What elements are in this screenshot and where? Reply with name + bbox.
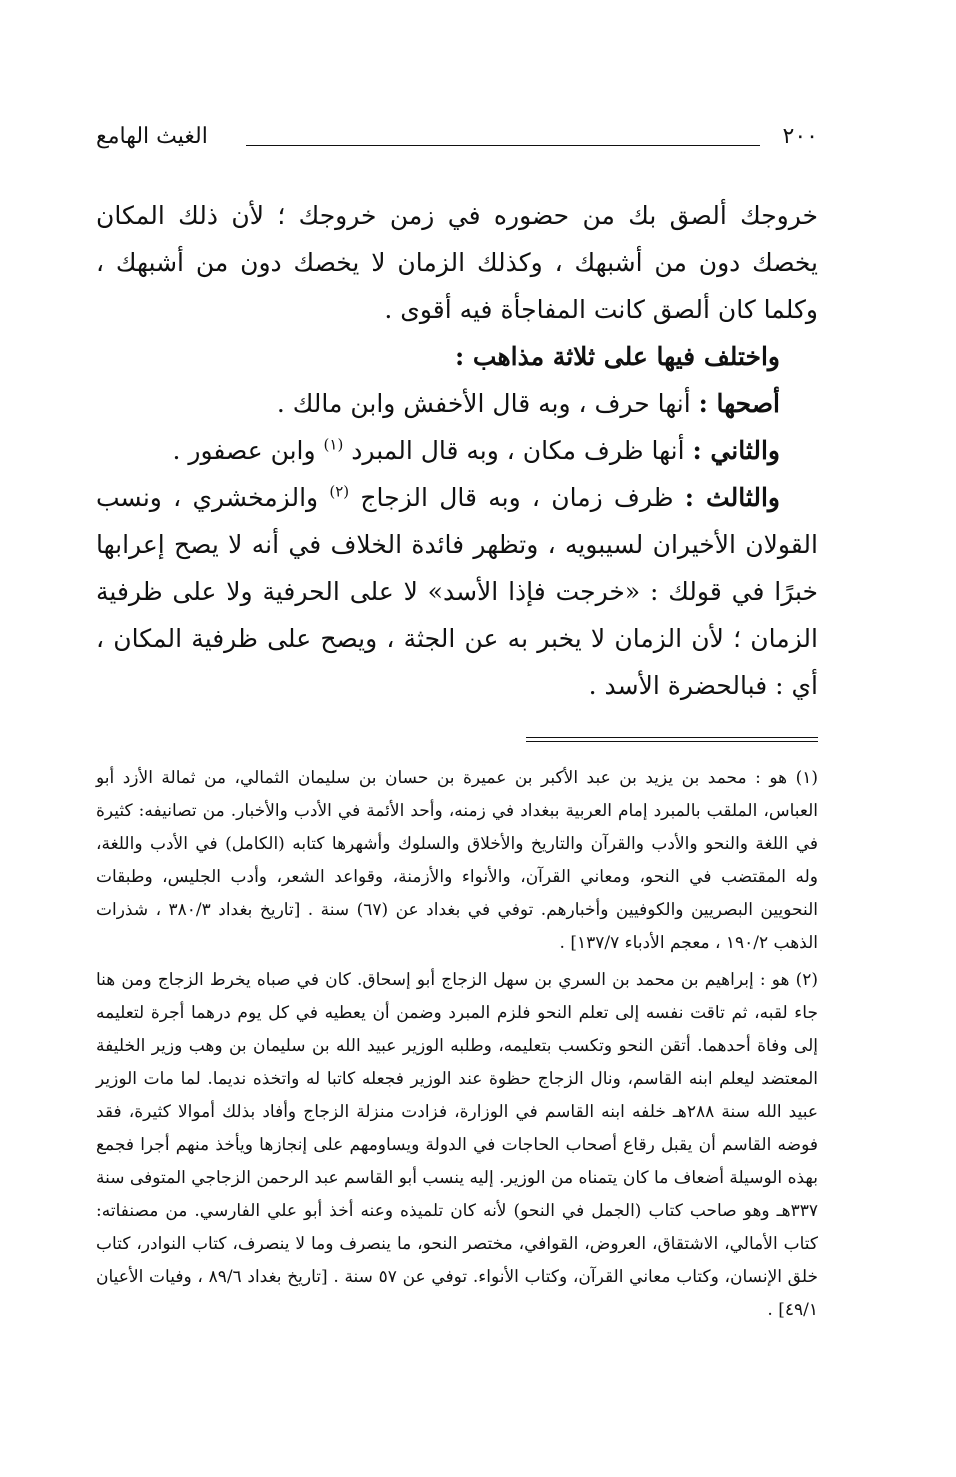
book-page [96,118,818,1331]
first-opinion-text: أنها حرف ، وبه قال الأخفش وابن مالك . [276,389,691,418]
page-header [96,118,818,158]
first-opinion-label: أصحها : [698,389,780,418]
paragraph-second-opinion [96,427,818,474]
footnote-2: (٢) هو : إبراهيم بن محمد بن السري بن سهل الزجاج أبو إسحاق. كان في صباه يخرط الزجاج ومن هنا جاء لقبه، ثم تاقت نفسه إلى تعلم النحو فلزم المبرد وضمن أن يعطيه في كل يوم درهما أجرة لتعليمه إلى وفاة أحدهما. أتقن النحو وتكسب بتعليمه، وطلبه الوزير عبيد الله بن سليمان بن وهب وزير الخليفة المعتضد ليعلم ابنه القاسم، ونال الزجاج حظوة عند الوزير فجعله كاتبا له واتخذه نديما. لما مات الوزير عبيد الله سنة ٢٨٨هـ خلفه ابنه القاسم في الوزارة، فزادت منزلة الزجاج وأفاد بذلك أموالا كثيرة، فقد فوضه القاسم أن يقبل رقاع أصحاب الحاجات في الدولة ويساومهم على إنجازها ويأخذ منهم أجرا فجمع بهذه الوسيلة أضعاف ما كان يتمناه من الوزير. إليه ينسب أبو القاسم عبد الرحمن الزجاجي المتوفى سنة ٣٣٧هـ وهو صاحب كتاب (الجمل في النحو) لأنه كان تلميذه وعنه أخذ أبو علي الفارسي. من مصنفاته: كتاب الأمالي، الاشتقاق، العروض، القوافي، مختصر النحو، ما ينصرف وما لا ينصرف، كتاب النوادر، كتاب خلق الإنسان، وكتاب معاني القرآن، وكتاب الأنواء. توفي عن ٥٧ سنة . [تاريخ بغداد ٨٩/٦ ، وفيات الأعيان ٤٩/١] . [96,970,819,1320]
running-title: الغيث الهامع [96,124,208,149]
second-opinion-label: والثاني : [692,436,780,465]
second-opinion-text-a: أنها ظرف مكان ، وبه قال المبرد [351,436,685,465]
paragraph-opinions-heading: واختلف فيها على ثلاثة مذاهب : [454,342,780,371]
paragraph-first-opinion [96,380,818,427]
main-text [96,192,818,709]
footnote-separator [526,737,818,742]
footnote-separator-inner [526,741,818,742]
paragraph-intro: خروجك ألصق بك من حضوره في زمن خروجك ؛ لأن ذلك المكان يخصك دون من أشبهك ، وكذلك الزمان لا يخصك دون من أشبهك ، وكلما كان ألصق كانت المفاجأة فيه أقوى . [96,201,818,324]
footnotes [96,762,818,1327]
footnote-ref-1: (١) [323,435,344,454]
header-rule [246,145,760,146]
footnote-1: (١) هو : محمد بن يزيد بن عبد الأكبر بن عميرة بن حسان بن سليمان الثمالي، من ثمالة الأزد أبو العباس، الملقب بالمبرد إمام العربية ببغداد في زمنه، وأحد الأئمة في الأدب والأخبار. من تصانيفه: كثيرة في اللغة والنحو والأدب والقرآن والتاريخ والأخلاق والسلوك وأشهرها كتابه (الكامل) في الأدب واللغة، وله المقتضب في النحو، ومعاني القرآن، والأنواء والأزمنة، وقواعد الشعر، وأدب الجليس، وطبقات النحويين البصريين والكوفيين وأخبارهم. توفي في بغداد عن (٦٧) سنة . [تاريخ بغداد ٣٨٠/٣ ، شذرات الذهب ١٩٠/٢ ، معجم الأدباء ١٣٧/٧] . [96,768,818,953]
footnote-ref-2: (٢) [329,482,350,501]
third-opinion-text-b: والزمخشري ، ونسب القولان الأخيران لسيبويه ، وتظهر فائدة الخلاف في أنه لا يصح إعرابها خبرًا في قولك : «خرجت فإذا الأسد» لا على الحرفية ولا على ظرفية الزمان ؛ لأن الزمان لا يخبر به عن الجثة ، ويصح على ظرفية المكان ، أي : فبالحضرة الأسد . [96,483,818,700]
paragraph-third-opinion [96,474,818,709]
page-number: ٢٠٠ [782,124,818,149]
third-opinion-text-a: ظرف زمان ، وبه قال الزجاج [360,483,674,512]
third-opinion-label: والثالث : [684,483,780,512]
second-opinion-text-b: وابن عصفور . [172,436,316,465]
